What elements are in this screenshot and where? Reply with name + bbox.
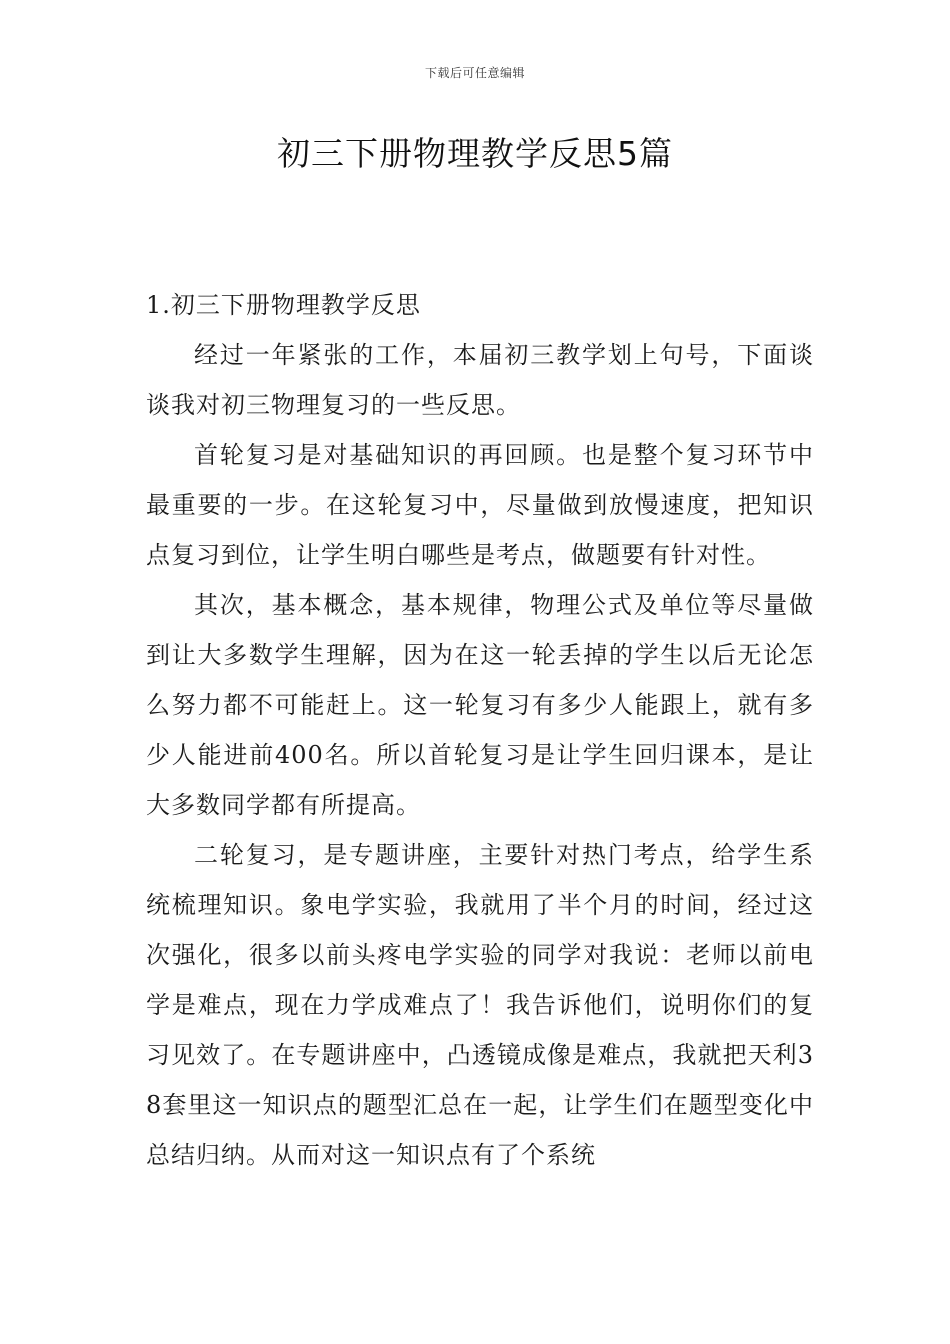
header-note: 下载后可任意编辑 [424, 66, 525, 80]
section-heading: 1.初三下册物理教学反思 [146, 291, 421, 319]
paragraph: 二轮复习，是专题讲座，主要针对热门考点，给学生系统梳理知识。象电学实验，我就用了半个月的时间，经过这次强化，很多以前头疼电学实验的同学对我说：老师以前电学是难点，现在力学成难点了！我告诉他们，说明你们的复习见效了。在专题讲座中，凸透镜成像是难点，我就把天利38套里这一知识点的题型汇总在一起，让学生们在题型变化中总结归纳。从而对这一知识点有了个系统 [146, 841, 814, 1169]
paragraph: 经过一年紧张的工作，本届初三教学划上句号，下面谈谈我对初三物理复习的一些反思。 [146, 341, 814, 419]
paragraph: 首轮复习是对基础知识的再回顾。也是整个复习环节中最重要的一步。在这轮复习中，尽量做到放慢速度，把知识点复习到位，让学生明白哪些是考点，做题要有针对性。 [146, 441, 814, 569]
document-title: 初三下册物理教学反思5篇 [277, 134, 673, 173]
paragraph: 其次，基本概念，基本规律，物理公式及单位等尽量做到让大多数学生理解，因为在这一轮丢掉的学生以后无论怎么努力都不可能赶上。这一轮复习有多少人能跟上，就有多少人能进前400名。所以首轮复习是让学生回归课本，是让大多数同学都有所提高。 [146, 591, 814, 819]
document-body [146, 280, 814, 1180]
